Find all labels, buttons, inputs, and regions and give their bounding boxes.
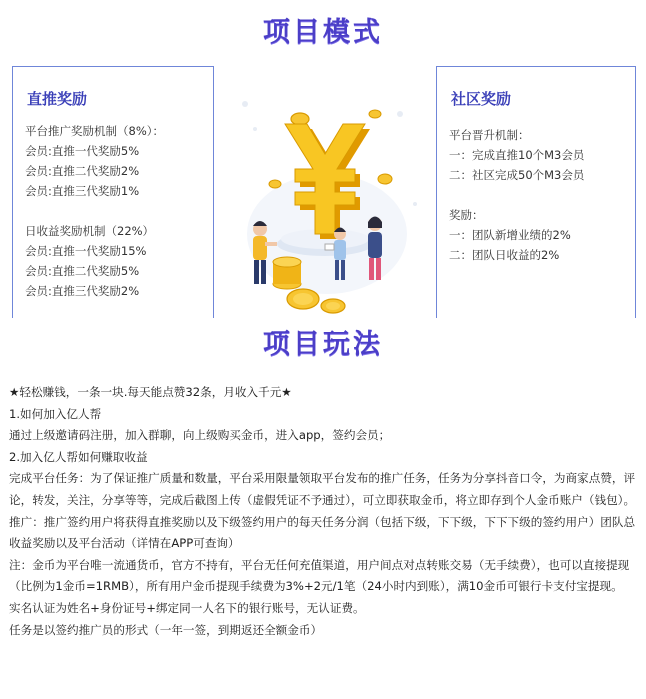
community-reward-title: 社区奖励 xyxy=(451,90,512,108)
paragraph: 2.加入亿人帮如何赚取收益 xyxy=(9,449,148,464)
paragraph: 通过上级邀请码注册，加入群聊，向上级购买金币，进入app，签约会员； xyxy=(9,428,391,443)
list-item: 会员:直推三代奖励1% xyxy=(25,184,140,198)
gameplay-description xyxy=(9,382,639,641)
list-spacer xyxy=(449,185,584,205)
direct-reward-title: 直推奖励 xyxy=(27,90,88,108)
paragraph: 1.如何加入亿人帮 xyxy=(9,406,102,421)
direct-reward-list xyxy=(25,121,164,301)
paragraph: 推广：推广签约用户将获得直推奖励以及下级签约用户的每天任务分润（包括下级，下下级，下下下级的签约用户）团队总收益奖励以及平台活动（详情在APP可查询） xyxy=(9,514,636,551)
list-item: 日收益奖励机制（22%） xyxy=(25,224,155,238)
list-item: 平台推广奖励机制（8%）： xyxy=(25,124,164,138)
section-title-gameplay: 项目玩法 xyxy=(263,329,383,360)
page-title-project-mode: 项目模式 xyxy=(263,17,383,48)
list-item: 二：社区完成50个M3会员 xyxy=(449,168,585,182)
list-item: 会员:直推一代奖励5% xyxy=(25,144,140,158)
list-item: 奖励： xyxy=(449,208,484,222)
paragraph: ★轻松赚钱，一条一块.每天能点赞32条，月收入千元★ xyxy=(9,385,292,399)
community-reward-list xyxy=(449,125,584,265)
list-item: 一：完成直推10个M3会员 xyxy=(449,148,585,162)
paragraph: 注：金币为平台唯一流通货币，官方不持有，平台无任何充值渠道，用户间点对点转账交易（无手续费），也可以直接提现（比例为1金币=1RMB），所有用户金币提现手续费为3%+2元/1笔（24小时内到账），满10金币可银行卡支付宝提现。 xyxy=(9,557,630,594)
paragraph: 完成平台任务：为了保证推广质量和数量，平台采用限量领取平台发布的推广任务，任务为分享抖音口令，为商家点赞，评论，转发，关注，分享等等，完成后截图上传（虚假凭证不予通过），可立即获取金币，将立即存到个人金币账户（钱包）。 xyxy=(9,471,636,507)
direct-reward-panel xyxy=(12,66,214,318)
list-item: 会员:直推三代奖励2% xyxy=(25,284,140,298)
paragraph: 任务是以签约推广员的形式（一年一签，到期返还全额金币） xyxy=(9,622,323,637)
list-spacer xyxy=(25,201,164,221)
community-reward-panel xyxy=(436,66,636,318)
list-item: 平台晋升机制： xyxy=(449,128,530,142)
yen-coin-illustration xyxy=(225,84,430,319)
list-item: 会员:直推一代奖励15% xyxy=(25,244,147,258)
list-item: 一：团队新增业绩的2% xyxy=(449,228,571,242)
list-item: 二：团队日收益的2% xyxy=(449,248,560,262)
list-item: 会员:直推二代奖励2% xyxy=(25,164,140,178)
paragraph: 实名认证为姓名+身份证号+绑定同一人名下的银行账号，无认证费。 xyxy=(9,600,365,615)
list-item: 会员:直推二代奖励5% xyxy=(25,264,140,278)
